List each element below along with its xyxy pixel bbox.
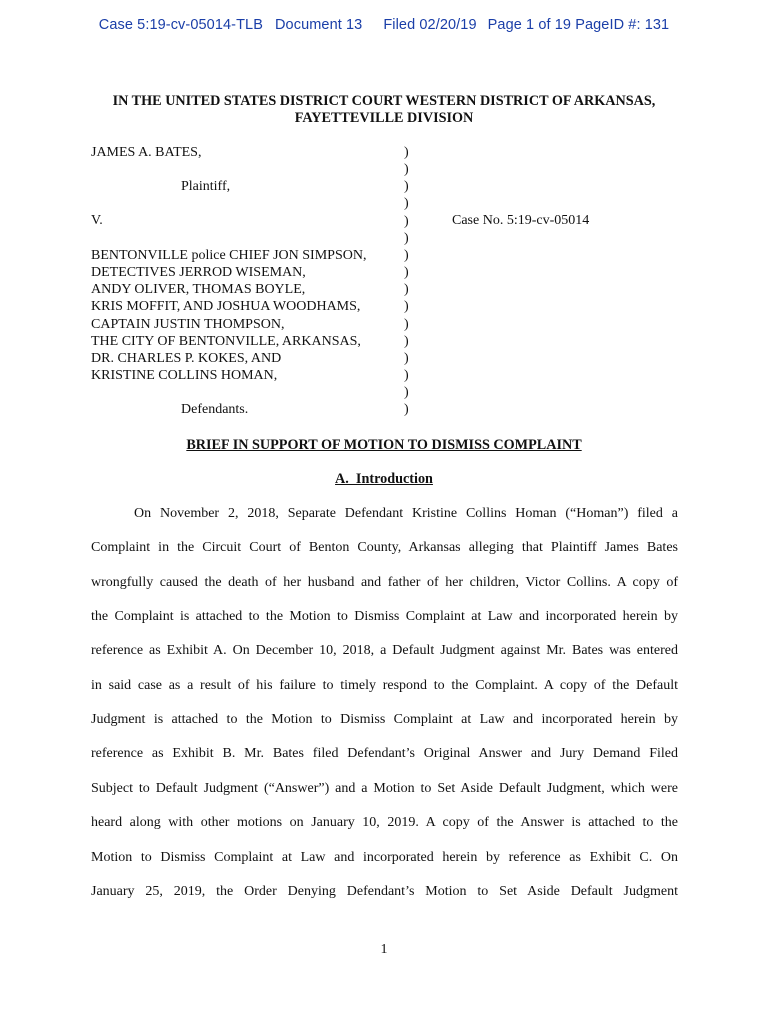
body-line: the Complaint is attached to the Motion to Dismiss Complaint at Law and incorporated herein by [91, 609, 678, 624]
caption-parentheses-column: ) ) ) ) ) ) ) ) ) ) ) ) ) ) ) ) [404, 145, 409, 418]
stamp-document-number: Document 13 [274, 17, 363, 33]
brief-title: BRIEF IN SUPPORT OF MOTION TO DISMISS COMPLAINT [186, 437, 582, 453]
ecf-header-stamp [0, 17, 768, 33]
defendant-line: DR. CHARLES P. KOKES, AND [91, 351, 282, 366]
court-title-line-1: IN THE UNITED STATES DISTRICT COURT WESTERN DISTRICT OF ARKANSAS, [112, 93, 656, 109]
body-line: Subject to Default Judgment (“Answer”) and a Motion to Set Aside Default Judgment, which were [91, 781, 678, 796]
defendant-line: BENTONVILLE police CHIEF JON SIMPSON, [91, 248, 367, 263]
body-line: in said case as a result of his failure to timely respond to the Complaint. A copy of the Default [91, 678, 678, 693]
stamp-case-number: Case 5:19-cv-05014-TLB [98, 17, 263, 33]
defendant-line: KRISTINE COLLINS HOMAN, [91, 368, 278, 383]
body-line: Judgment is attached to the Motion to Dismiss Complaint at Law and incorporated herein by [91, 712, 678, 727]
body-line: wrongfully caused the death of her husband and father of her children, Victor Collins. A copy of [91, 575, 678, 590]
defendant-line: CAPTAIN JUSTIN THOMPSON, [91, 317, 285, 332]
defendants-role: Defendants. [181, 402, 249, 417]
page-number: 1 [380, 942, 388, 957]
defendant-line: ANDY OLIVER, THOMAS BOYLE, [91, 282, 306, 297]
plaintiff-role: Plaintiff, [181, 179, 231, 194]
body-line: reference as Exhibit B. Mr. Bates filed Defendant’s Original Answer and Jury Demand Filed [91, 746, 678, 761]
body-line: On November 2, 2018, Separate Defendant Kristine Collins Homan (“Homan”) filed a [134, 506, 678, 521]
versus-label: V. [91, 213, 103, 228]
section-heading: A. Introduction [335, 471, 433, 487]
stamp-page-info: Page 1 of 19 PageID #: 131 [487, 17, 670, 33]
case-number-caption: Case No. 5:19-cv-05014 [452, 213, 590, 228]
defendant-line: THE CITY OF BENTONVILLE, ARKANSAS, [91, 334, 361, 349]
court-title-line-2: FAYETTEVILLE DIVISION [294, 110, 474, 126]
body-line: Complaint in the Circuit Court of Benton County, Arkansas alleging that Plaintiff James Bates [91, 540, 678, 555]
defendant-line: DETECTIVES JERROD WISEMAN, [91, 265, 306, 280]
body-line: heard along with other motions on January 10, 2019. A copy of the Answer is attached to the [91, 815, 678, 830]
body-line: reference as Exhibit A. On December 10, 2018, a Default Judgment against Mr. Bates was entered [91, 643, 678, 658]
stamp-filed-date: Filed 02/20/19 [383, 17, 477, 33]
defendant-line: KRIS MOFFIT, AND JOSHUA WOODHAMS, [91, 299, 361, 314]
body-line: January 25, 2019, the Order Denying Defendant’s Motion to Set Aside Default Judgment [91, 884, 678, 899]
plaintiff-name: JAMES A. BATES, [91, 145, 202, 160]
body-line: Motion to Dismiss Complaint at Law and incorporated herein by reference as Exhibit C. On [91, 850, 678, 865]
